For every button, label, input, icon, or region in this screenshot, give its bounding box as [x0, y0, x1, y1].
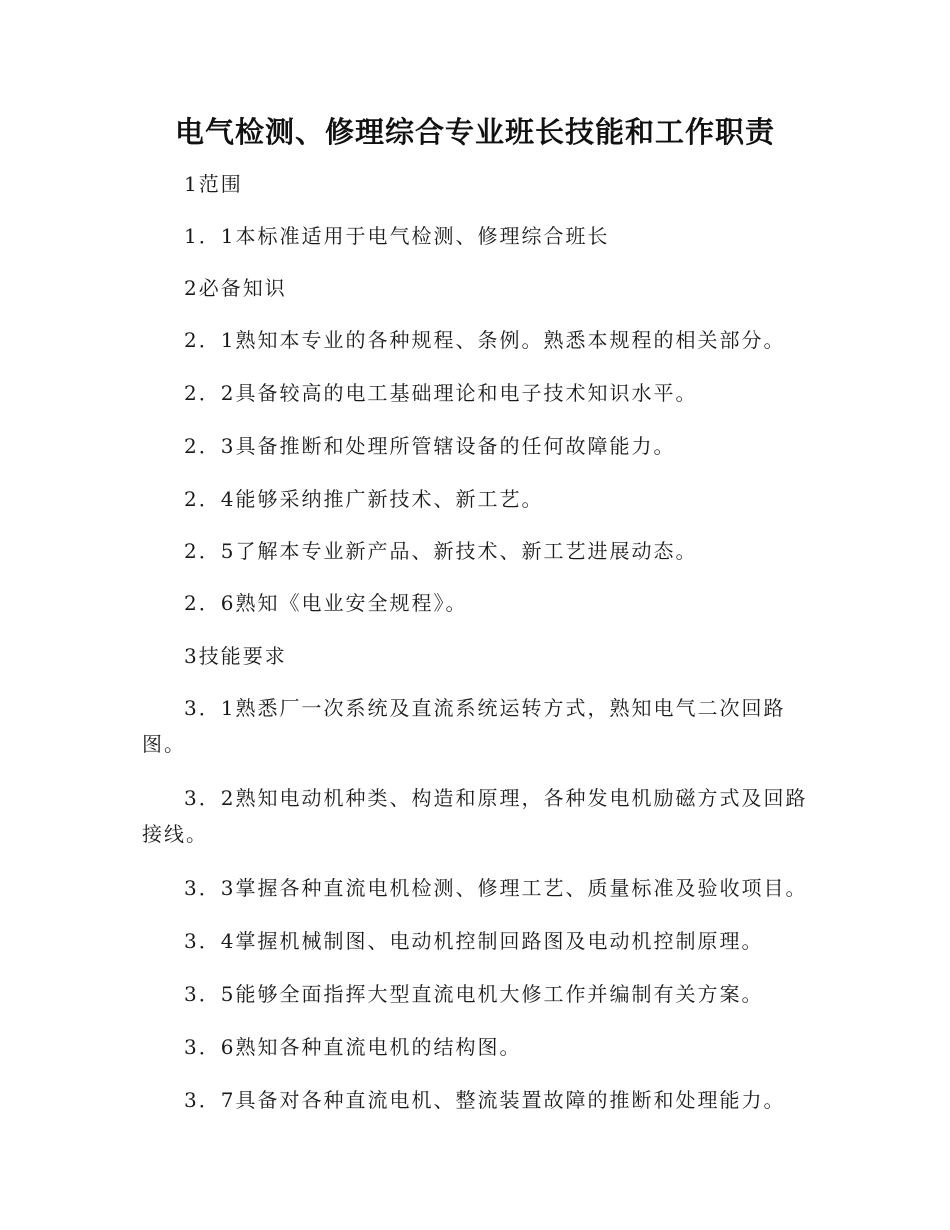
paragraph-1-1: 1．1本标准适用于电气检测、修理综合班长 [184, 224, 610, 248]
paragraph-2-1: 2．1熟知本专业的各种规程、条例。熟悉本规程的相关部分。 [184, 328, 786, 352]
paragraph-3-6: 3．6熟知各种直流电机的结构图。 [184, 1035, 522, 1059]
section-heading-scope: 1范围 [184, 172, 243, 196]
paragraph-3-2: 3．2熟知电动机种类、构造和原理，各种发电机励磁方式及回路接线。 [142, 786, 808, 846]
section-heading-knowledge: 2必备知识 [184, 276, 287, 300]
paragraph-2-3: 2．3具备推断和处理所管辖设备的任何故障能力。 [184, 434, 676, 458]
paragraph-3-5: 3．5能够全面指挥大型直流电机大修工作并编制有关方案。 [184, 982, 764, 1006]
paragraph-3-4: 3．4掌握机械制图、电动机控制回路图及电动机控制原理。 [184, 929, 764, 953]
document-title: 电气检测、修理综合专业班长技能和工作职责 [174, 115, 775, 149]
paragraph-2-4: 2．4能够采纳推广新技术、新工艺。 [184, 487, 544, 511]
paragraph-3-3: 3．3掌握各种直流电机检测、修理工艺、质量标准及验收项目。 [184, 876, 808, 900]
paragraph-2-2: 2．2具备较高的电工基础理论和电子技术知识水平。 [184, 381, 698, 405]
paragraph-2-6: 2．6熟知《电业安全规程》。 [184, 591, 468, 615]
paragraph-3-7: 3．7具备对各种直流电机、整流装置故障的推断和处理能力。 [184, 1088, 786, 1112]
section-heading-skills: 3技能要求 [184, 644, 287, 668]
paragraph-2-5: 2．5了解本专业新产品、新技术、新工艺进展动态。 [184, 539, 698, 563]
paragraph-3-1: 3．1熟悉厂一次系统及直流系统运转方式，熟知电气二次回路图。 [142, 696, 786, 756]
